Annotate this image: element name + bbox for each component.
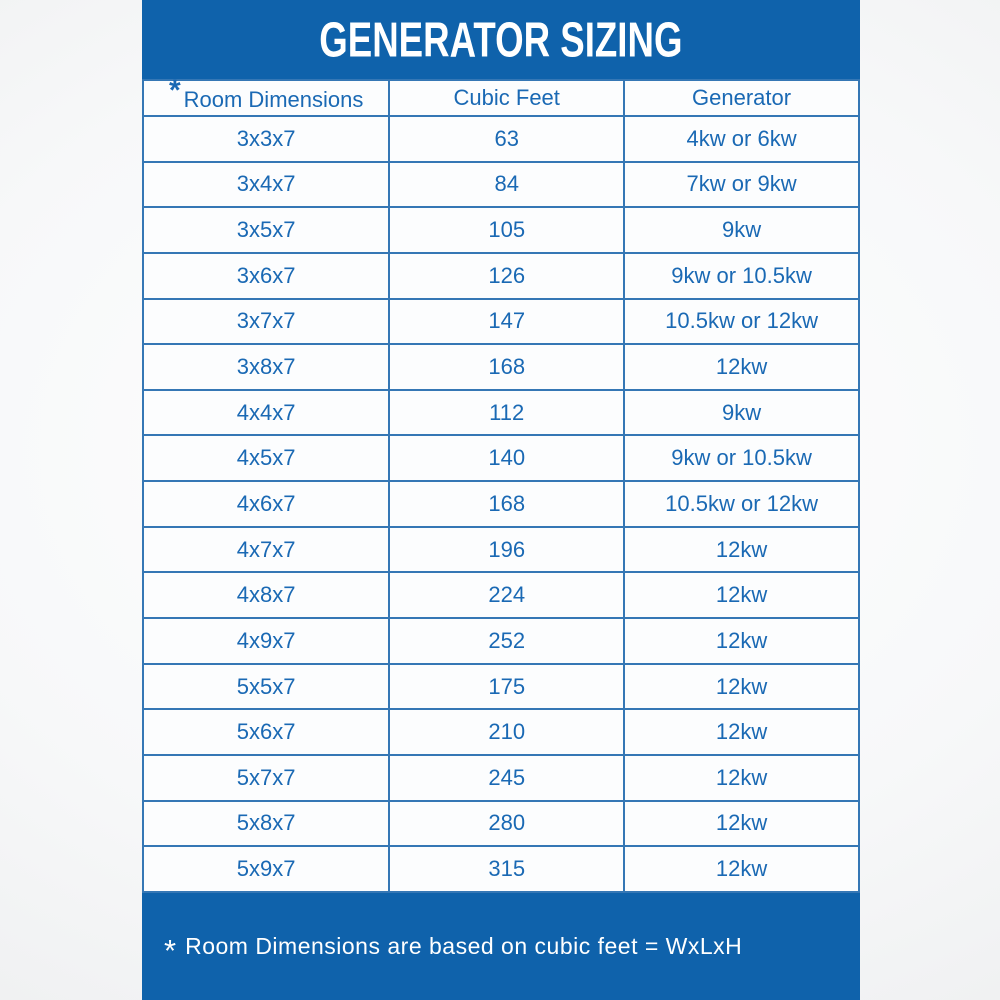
room-dimensions-cell: 5x6x7 xyxy=(143,709,389,755)
generator-sizing-table xyxy=(142,74,860,893)
column-header-generator xyxy=(624,80,859,116)
table-row xyxy=(143,344,859,390)
cubic-feet-cell: 224 xyxy=(389,572,624,618)
generator-cell: 12kw xyxy=(624,344,859,390)
cubic-feet-cell: 252 xyxy=(389,618,624,664)
column-header-room-dimensions xyxy=(143,74,389,116)
generator-cell: 7kw or 9kw xyxy=(624,162,859,208)
room-dimensions-cell: 4x4x7 xyxy=(143,390,389,436)
room-dimensions-cell: 5x7x7 xyxy=(143,755,389,801)
room-dimensions-cell: 3x6x7 xyxy=(143,253,389,299)
column-header-label: Cubic Feet xyxy=(453,85,560,110)
generator-cell: 12kw xyxy=(624,572,859,618)
title-band xyxy=(142,0,860,79)
table-header-row xyxy=(143,80,859,116)
generator-cell: 9kw xyxy=(624,390,859,436)
column-header-cubic-feet xyxy=(389,80,624,116)
generator-cell: 10.5kw or 12kw xyxy=(624,299,859,345)
room-dimensions-cell: 5x5x7 xyxy=(143,664,389,710)
room-dimensions-cell: 4x5x7 xyxy=(143,435,389,481)
room-dimensions-cell: 3x7x7 xyxy=(143,299,389,345)
table-row xyxy=(143,664,859,710)
generator-cell: 9kw xyxy=(624,207,859,253)
cubic-feet-cell: 168 xyxy=(389,481,624,527)
room-dimensions-cell: 4x7x7 xyxy=(143,527,389,573)
page-title: GENERATOR SIZING xyxy=(319,11,683,68)
footnote-band: * Room Dimensions are based on cubic feet = WxLxH xyxy=(142,893,860,1000)
generator-cell: 12kw xyxy=(624,664,859,710)
table-row xyxy=(143,299,859,345)
room-dimensions-cell: 3x3x7 xyxy=(143,116,389,162)
room-dimensions-cell: 5x8x7 xyxy=(143,801,389,847)
table-row xyxy=(143,527,859,573)
table-row xyxy=(143,709,859,755)
room-dimensions-cell: 4x8x7 xyxy=(143,572,389,618)
asterisk-icon: * xyxy=(168,74,181,107)
generator-cell: 9kw or 10.5kw xyxy=(624,253,859,299)
column-header-label: Generator xyxy=(692,85,792,110)
table-row xyxy=(143,481,859,527)
generator-cell: 4kw or 6kw xyxy=(624,116,859,162)
cubic-feet-cell: 63 xyxy=(389,116,624,162)
cubic-feet-cell: 84 xyxy=(389,162,624,208)
cubic-feet-cell: 315 xyxy=(389,846,624,892)
table-row xyxy=(143,435,859,481)
table-row xyxy=(143,207,859,253)
generator-cell: 9kw or 10.5kw xyxy=(624,435,859,481)
column-header-label: Room Dimensions xyxy=(183,87,364,112)
generator-cell: 10.5kw or 12kw xyxy=(624,481,859,527)
cubic-feet-cell: 126 xyxy=(389,253,624,299)
cubic-feet-cell: 280 xyxy=(389,801,624,847)
generator-sizing-panel xyxy=(142,0,860,1000)
generator-cell: 12kw xyxy=(624,527,859,573)
cubic-feet-cell: 105 xyxy=(389,207,624,253)
generator-cell: 12kw xyxy=(624,709,859,755)
room-dimensions-cell: 4x9x7 xyxy=(143,618,389,664)
table-row xyxy=(143,116,859,162)
table-body xyxy=(143,116,859,892)
room-dimensions-cell: 3x4x7 xyxy=(143,162,389,208)
cubic-feet-cell: 147 xyxy=(389,299,624,345)
table-row xyxy=(143,162,859,208)
table-row xyxy=(143,755,859,801)
table-row xyxy=(143,618,859,664)
generator-cell: 12kw xyxy=(624,755,859,801)
table-row xyxy=(143,390,859,436)
table-row xyxy=(143,846,859,892)
generator-cell: 12kw xyxy=(624,618,859,664)
room-dimensions-cell: 3x5x7 xyxy=(143,207,389,253)
cubic-feet-cell: 196 xyxy=(389,527,624,573)
cubic-feet-cell: 112 xyxy=(389,390,624,436)
cubic-feet-cell: 245 xyxy=(389,755,624,801)
table-row xyxy=(143,801,859,847)
room-dimensions-cell: 3x8x7 xyxy=(143,344,389,390)
generator-cell: 12kw xyxy=(624,801,859,847)
cubic-feet-cell: 168 xyxy=(389,344,624,390)
cubic-feet-cell: 210 xyxy=(389,709,624,755)
cubic-feet-cell: 140 xyxy=(389,435,624,481)
table-row xyxy=(143,572,859,618)
cubic-feet-cell: 175 xyxy=(389,664,624,710)
room-dimensions-cell: 5x9x7 xyxy=(143,846,389,892)
footnote-text: Room Dimensions are based on cubic feet = WxLxH xyxy=(185,933,743,959)
table-row xyxy=(143,253,859,299)
generator-cell: 12kw xyxy=(624,846,859,892)
room-dimensions-cell: 4x6x7 xyxy=(143,481,389,527)
